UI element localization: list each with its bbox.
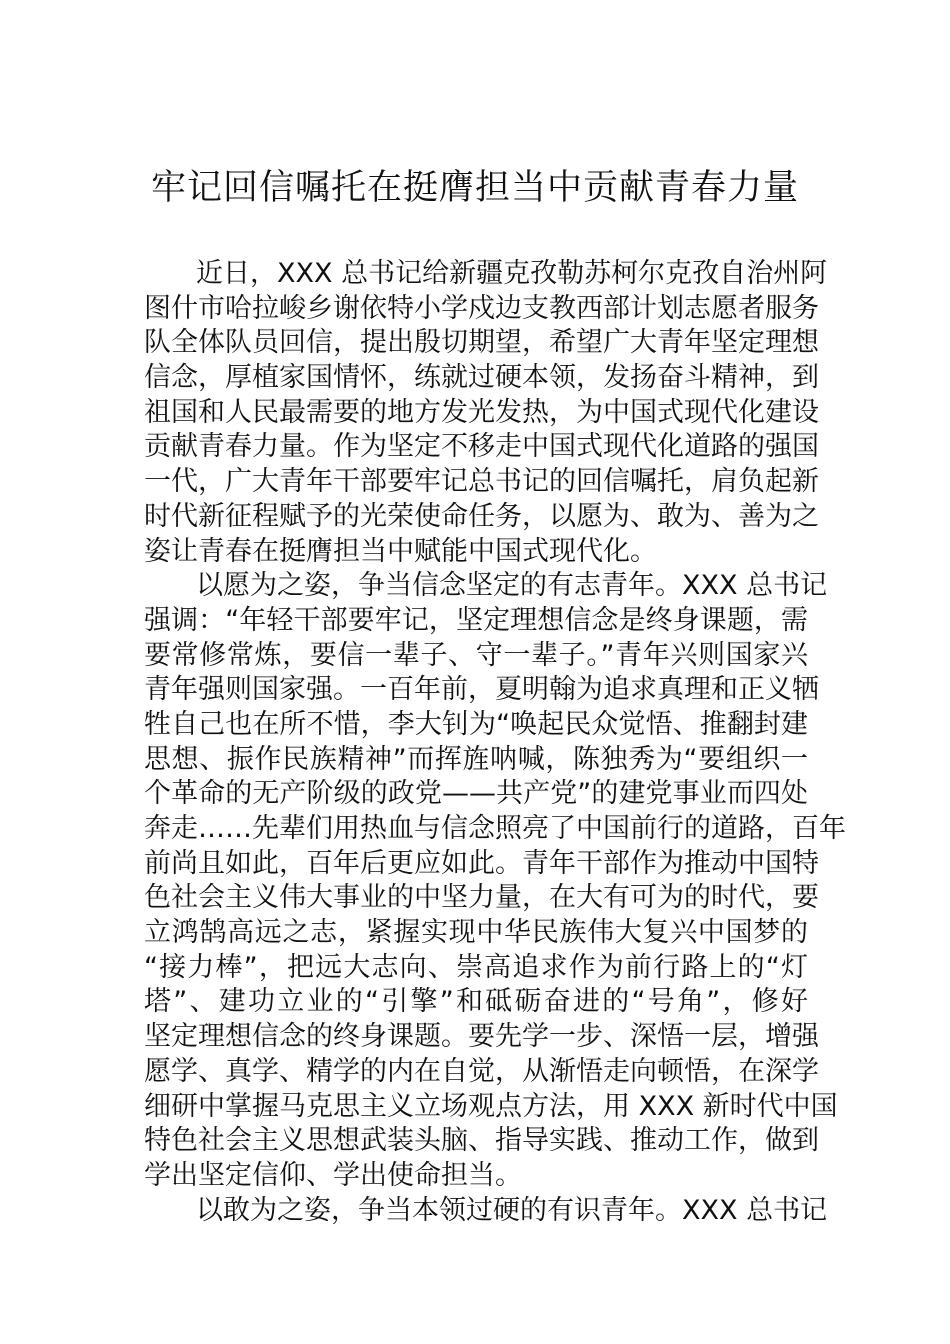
text-line: 近日，XXX 总书记给新疆克孜勒苏柯尔克孜自治州阿 xyxy=(196,258,828,289)
paragraph xyxy=(144,1194,828,1229)
text-line: 图什市哈拉峻乡谢依特小学戍边支教西部计划志愿者服务 xyxy=(144,292,819,324)
text-line: 学出坚定信仰、学出使命担当。 xyxy=(144,1159,522,1191)
text-line: 细研中掌握马克思主义立场观点方法，用 XXX 新时代中国 xyxy=(144,1090,838,1122)
paragraph xyxy=(144,257,828,569)
text-line: 愿学、真学、精学的内在自觉，从渐悟走向顿悟，在深学 xyxy=(144,1055,819,1087)
text-line: 信念，厚植家国情怀，练就过硬本领，发扬奋斗精神，到 xyxy=(144,362,819,394)
text-line: 要常修常炼，要信一辈子、守一辈子。”青年兴则国家兴 xyxy=(144,639,808,671)
text-line: 贡献青春力量。作为坚定不移走中国式现代化道路的强国 xyxy=(144,431,819,463)
text-line: 前尚且如此，百年后更应如此。青年干部作为推动中国特 xyxy=(144,847,819,879)
text-line: 立鸿鹄高远之志，紧握实现中华民族伟大复兴中国梦的 xyxy=(144,917,808,949)
text-line: 坚定理想信念的终身课题。要先学一步、深悟一层，增强 xyxy=(144,1021,819,1053)
text-line: 队全体队员回信，提出殷切期望，希望广大青年坚定理想 xyxy=(144,327,819,359)
text-line: 青年强则国家强。一百年前，夏明翰为追求真理和正义牺 xyxy=(144,674,819,706)
text-line: 强调：“年轻干部要牢记，坚定理想信念是终身课题，需 xyxy=(144,604,808,636)
text-line: 时代新征程赋予的光荣使命任务，以愿为、敢为、善为之 xyxy=(144,500,819,532)
text-line: 奔走……先辈们用热血与信念照亮了中国前行的道路，百年 xyxy=(144,813,846,844)
text-line: 以敢为之姿，争当本领过硬的有识青年。XXX 总书记 xyxy=(196,1194,828,1226)
text-line: 一代，广大青年干部要牢记总书记的回信嘱托，肩负起新 xyxy=(144,466,819,498)
text-line: 特色社会主义思想武装头脑、指导实践、推动工作，做到 xyxy=(144,1125,819,1157)
text-line: 姿让青春在挺膺担当中赋能中国式现代化。 xyxy=(144,535,657,567)
document-body xyxy=(144,257,846,1228)
document-title: 牢记回信嘱托在挺膺担当中贡献青春力量 xyxy=(150,168,799,208)
paragraph xyxy=(144,569,846,1193)
text-line: 色社会主义伟大事业的中坚力量，在大有可为的时代，要 xyxy=(144,882,819,914)
text-line: 塔”、建功立业的“引擎”和砥砺奋进的“号角”，修好 xyxy=(144,986,808,1018)
text-line: 个革命的无产阶级的政党——共产党”的建党事业而四处 xyxy=(144,778,808,810)
text-line: 牲自己也在所不惜，李大钊为“唤起民众觉悟、推翻封建 xyxy=(144,708,808,740)
text-line: 祖国和人民最需要的地方发光发热，为中国式现代化建设 xyxy=(144,396,819,428)
text-line: 以愿为之姿，争当信念坚定的有志青年。XXX 总书记 xyxy=(196,570,828,602)
text-line: 思想、振作民族精神”而挥旌呐喊，陈独秀为“要组织一 xyxy=(144,743,808,775)
text-line: “接力棒”，把远大志向、崇高追求作为前行路上的“灯 xyxy=(144,951,808,983)
